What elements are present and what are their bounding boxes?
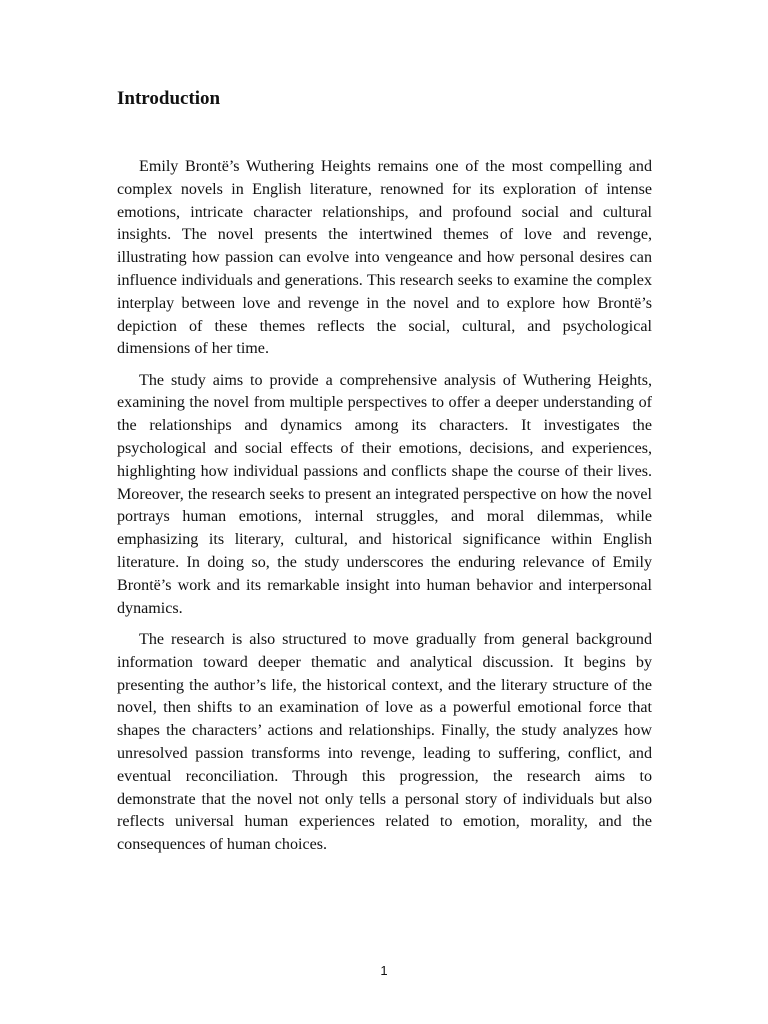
- paragraph-1: Emily Brontë’s Wuthering Heights remains one of the most compelling and complex novels in English literature, renowned for its exploration of intense emotions, intricate character relationships, and profound social and cultural insights. The novel presents the intertwined themes of love and revenge, illustrating how passion can evolve into vengeance and how personal desires can influence individuals and generations. This research seeks to examine the complex interplay between love and revenge in the novel and to explore how Brontë’s depiction of these themes reflects the social, cultural, and psychological dimensions of her time.: [117, 158, 652, 358]
- paragraph-3: The research is also structured to move gradually from general background information toward deeper thematic and analytical discussion. It begins by presenting the author’s life, the historical context, and the literary structure of the novel, then shifts to an examination of love as a powerful emotional force that shapes the characters’ actions and relationships. Finally, the study analyzes how unresolved passion transforms into revenge, leading to suffering, conflict, and eventual reconciliation. Through this progression, the research aims to demonstrate that the novel not only tells a personal story of individuals but also reflects universal human experiences related to emotion, morality, and the consequences of human choices.: [117, 630, 652, 854]
- section-heading: Introduction: [117, 88, 221, 109]
- page-number: 1: [380, 963, 388, 978]
- body-text: [117, 156, 652, 865]
- paragraph-2: The study aims to provide a comprehensive analysis of Wuthering Heights, examining the novel from multiple perspectives to offer a deeper understanding of the relationships and dynamics among its characters. It investigates the psychological and social effects of their emotions, decisions, and experiences, highlighting how individual passions and conflicts shape the course of their lives. Moreover, the research seeks to present an integrated perspective on how the novel portrays human emotions, internal struggles, and moral dilemmas, while emphasizing its literary, cultural, and historical significance within English literature. In doing so, the study underscores the enduring relevance of Emily Brontë’s work and its remarkable insight into human behavior and interpersonal dynamics.: [117, 371, 652, 617]
